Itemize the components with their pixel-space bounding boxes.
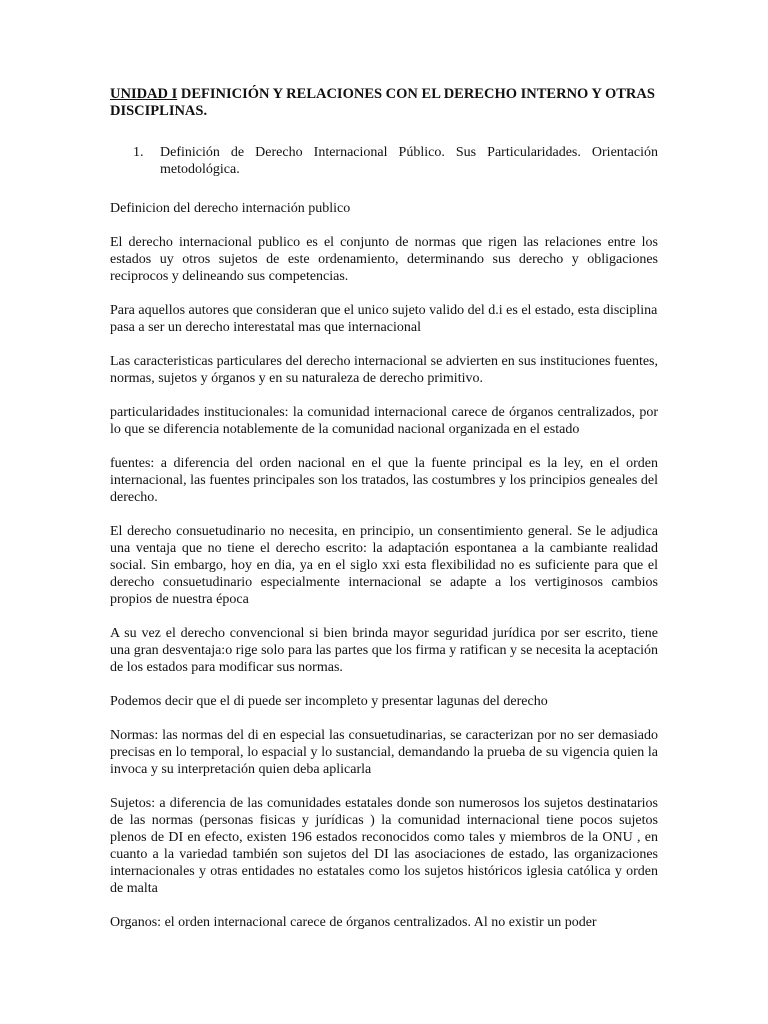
paragraph-institutional: particularidades institucionales: la comunidad internacional carece de órganos centralizados, por lo que se diferencia notablemente de la comunidad nacional organizada en el estado — [110, 405, 658, 437]
paragraph-characteristics: Las caracteristicas particulares del derecho internacional se advierten en sus instituciones fuentes, normas, sujetos y órganos y en su naturaleza de derecho primitivo. — [110, 354, 658, 386]
numbered-item — [110, 144, 658, 178]
item-number: 1. — [133, 145, 144, 160]
paragraph-definition-title: Definicion del derecho internación publico — [110, 201, 351, 216]
paragraph-definition: El derecho internacional publico es el conjunto de normas que rigen las relaciones entre los estados uy otros sujetos de este ordenamiento, determinando sus derecho y obligaciones reciprocos y delineando sus competencias. — [110, 235, 658, 284]
paragraph-subjects: Sujetos: a diferencia de las comunidades estatales donde son numerosos los sujetos destinatarios de las normas (personas fisicas y jurídicas ) la comunidad internacional tiene pocos sujetos plenos de DI en efecto, existen 196 estados reconocidos como tales y miembros de la ONU , en cuanto a la variedad también son sujetos del DI las asociaciones de estado, las organizaciones internacionales y otras entidades no estatales como los sujetos históricos iglesia católica y orden de malta — [110, 796, 658, 896]
unit-title: DEFINICIÓN Y RELACIONES CON EL DERECHO INTERNO Y OTRAS DISCIPLINAS. — [110, 86, 655, 119]
paragraph-gaps: Podemos decir que el di puede ser incompleto y presentar lagunas del derecho — [110, 694, 548, 709]
paragraph-organs: Organos: el orden internacional carece de órganos centralizados. Al no existir un poder — [110, 915, 597, 930]
paragraph-customary-law: El derecho consuetudinario no necesita, en principio, un consentimiento general. Se le adjudica una ventaja que no tiene el derecho escrito: la adaptación espontanea a la cambiante realidad social. Sin embargo, hoy en dia, ya en el siglo xxi esta flexibilidad no es suficiente para que el derecho consuetudinario especialmente internacional se adapte a los vertiginosos cambios propios de nuestra época — [110, 524, 658, 607]
paragraph-conventional-law: A su vez el derecho convencional si bien brinda mayor seguridad jurídica por ser escrito, tiene una gran desventaja:o rige solo para las partes que los firma y ratifican y se necesita la aceptación de los estados para modificar sus normas. — [110, 626, 658, 675]
paragraph-sources: fuentes: a diferencia del orden nacional en el que la fuente principal es la ley, en el orden internacional, las fuentes principales son los tratados, las costumbres y los principios geneales del derecho. — [110, 456, 658, 505]
document-page — [110, 86, 658, 948]
paragraph-norms: Normas: las normas del di en especial las consuetudinarias, se caracterizan por no ser demasiado precisas en lo temporal, lo espacial y lo sustancial, demandando la prueba de su vigencia quien la invoca y su interpretación quien deba aplicarla — [110, 728, 658, 777]
unit-label: UNIDAD I — [110, 86, 178, 102]
item-text: Definición de Derecho Internacional Público. Sus Particularidades. Orientación metodológica. — [160, 145, 658, 177]
unit-heading — [110, 86, 658, 120]
paragraph-authors: Para aquellos autores que consideran que el unico sujeto valido del d.i es el estado, esta disciplina pasa a ser un derecho interestatal mas que internacional — [110, 303, 658, 335]
